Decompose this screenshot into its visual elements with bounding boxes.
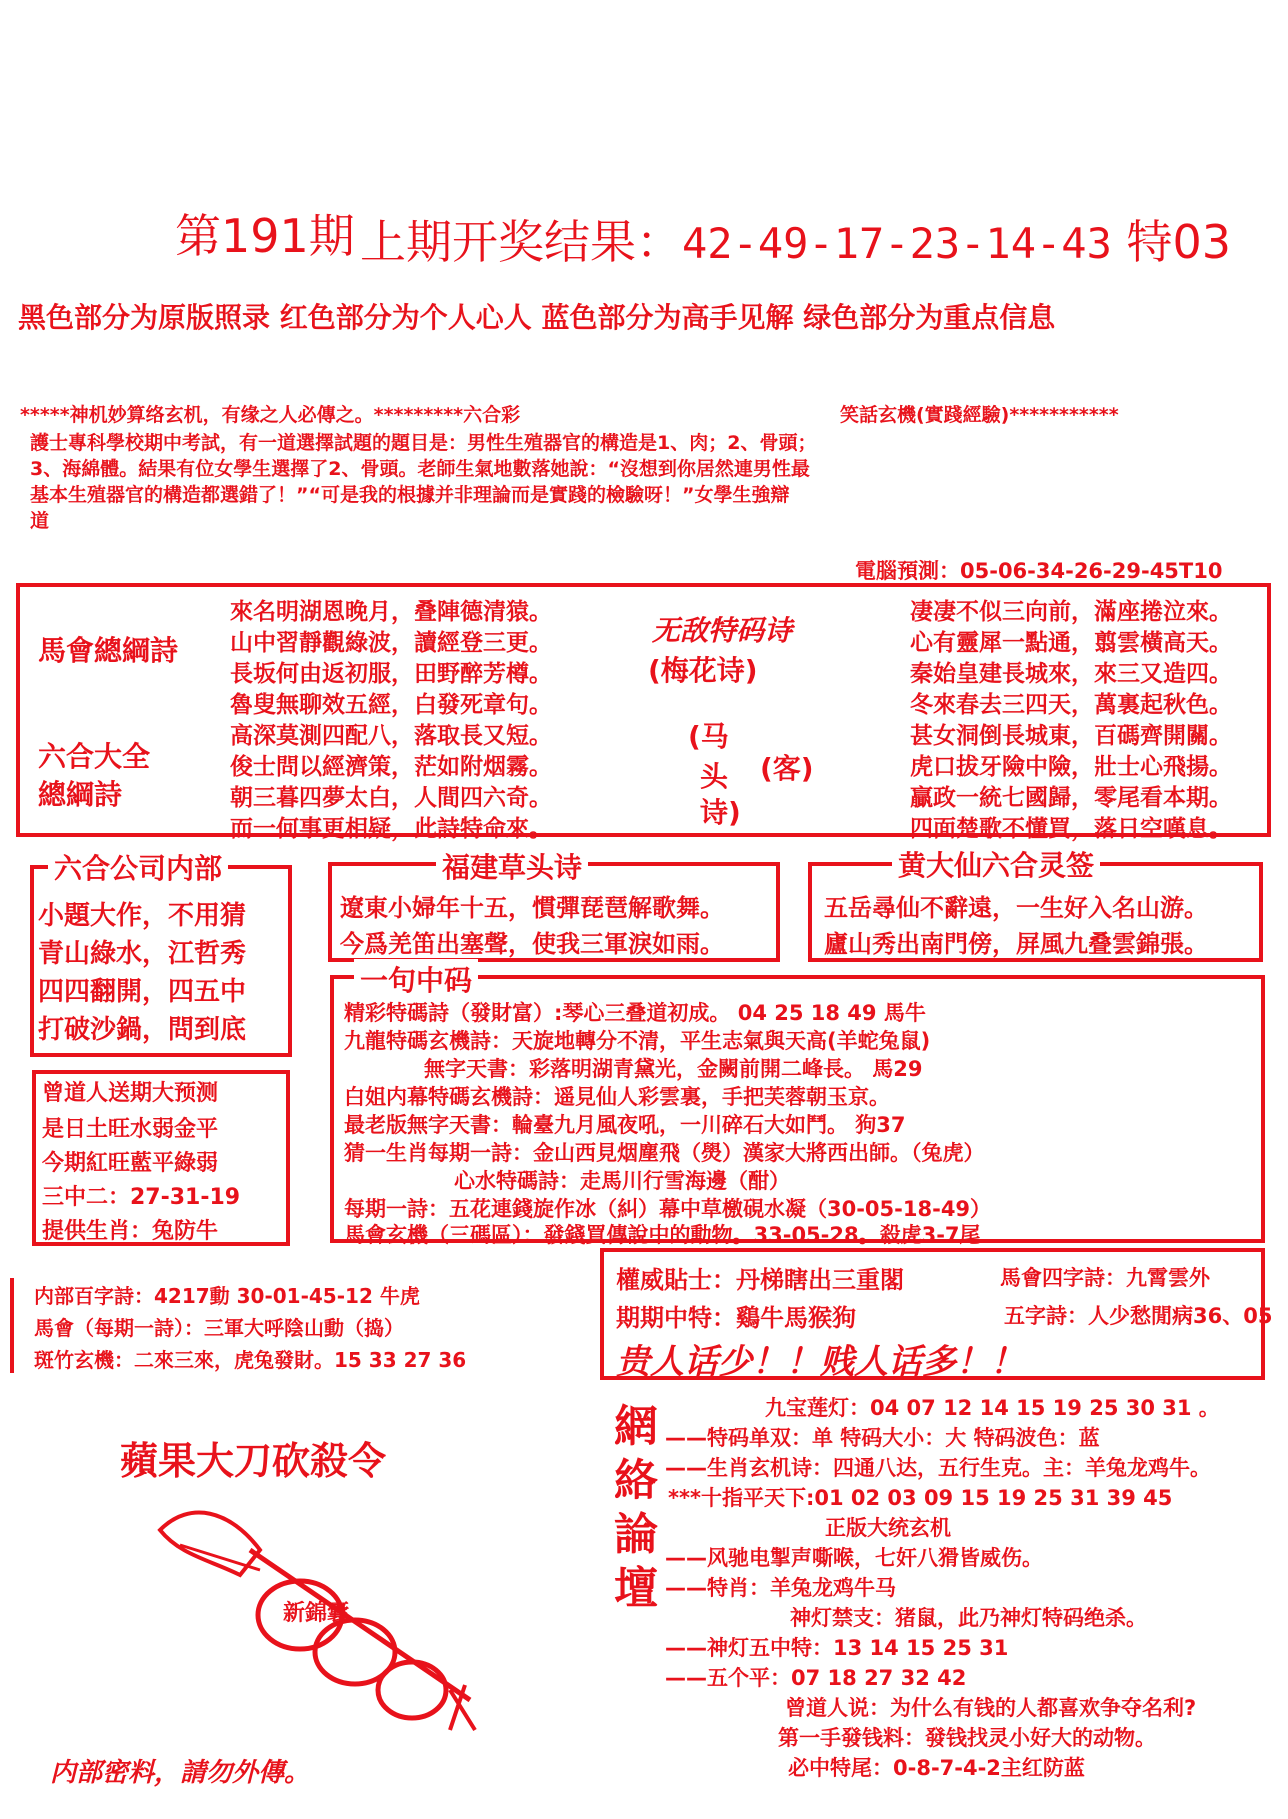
mid-tou: 头: [700, 760, 729, 793]
computer-prediction: 電腦預測：05-06-34-26-29-45T10: [855, 559, 1223, 583]
poem-right: [910, 597, 1232, 845]
forum-line: 第一手發钱料：發钱找灵小好大的动物。: [778, 1726, 1156, 1750]
poem-line: 心有靈犀一點通，翦雲橫高天。: [910, 630, 1232, 656]
forum-char: 絡: [614, 1455, 658, 1506]
yiju-title: 一句中码: [354, 959, 478, 999]
forum-char: 網: [614, 1401, 658, 1452]
issue-number: 第191期: [175, 209, 355, 263]
huang-line-2: 廬山秀出南門傍，屏風九叠雲錦張。: [824, 930, 1208, 958]
mid-subtitle: (梅花诗): [648, 654, 758, 687]
company-line: 青山綠水，江哲秀: [38, 939, 247, 969]
joke-line-1: 護士專科學校期中考試，有一道選擇試題的題目是：男性生殖器官的構造是1、肉；2、骨頭；: [30, 432, 817, 454]
huang-box: [808, 849, 1263, 962]
fujian-line-1: 遼東小婦年十五，慣彈琵琶解歌舞。: [340, 894, 724, 922]
mahui-four-word: 馬會四字詩：九霄雲外: [1000, 1266, 1210, 1290]
forum-vertical-title: [608, 1400, 664, 1616]
poem-box: [16, 583, 1271, 842]
joke-line-2: 3、海綿體。結果有位女學生選擇了2、骨頭。老師生氣地數落她說：“沒想到你居然連男性最: [30, 458, 810, 480]
company-box: [30, 852, 292, 1057]
poem-line: 冬來春去三四天，萬裏起秋色。: [910, 692, 1232, 718]
company-line: 打破沙鍋，問到底: [38, 1015, 247, 1045]
neibu-line-2: 馬會（每期一詩）：三軍大呼陰山動（捣）: [34, 1316, 404, 1340]
apple-footer: 内部密料，請勿外傳。: [50, 1758, 311, 1788]
yiju-line: 九龍特碼玄機詩：天旋地轉分不清，平生志氣與天高(羊蛇兔鼠): [344, 1029, 931, 1053]
zengdao-box: [32, 1070, 290, 1246]
fujian-box: [328, 851, 780, 962]
forum-line: ——特肖：羊兔龙鸡牛马: [665, 1576, 896, 1600]
mid-ke: (客): [760, 752, 814, 785]
forum-line: 九宝莲灯：04 07 12 14 15 19 25 30 31 。: [765, 1396, 1220, 1420]
poem-line: 凄凄不似三向前，滿座捲泣來。: [910, 599, 1232, 625]
forum-char: 壇: [614, 1563, 658, 1614]
poem-line: 長坂何由返初服，田野醉芳樽。: [230, 661, 552, 687]
huang-line-1: 五岳尋仙不辭遠，一生好入名山游。: [824, 894, 1208, 922]
zengdao-line-1: 是日土旺水弱金平: [42, 1117, 219, 1142]
forum-line: ——生肖玄机诗：四通八达，五行生克。主：羊兔龙鸡牛。: [665, 1456, 1211, 1480]
company-line: 小題大作，不用猜: [38, 901, 247, 931]
forum-line: 曾道人说：为什么有钱的人都喜欢争夺名利?: [785, 1696, 1197, 1720]
yiju-line: 心水特碼詩：走馬川行雪海邊（酣）: [454, 1169, 790, 1193]
color-legend-line: 黑色部分为原版照录 红色部分为个人心人 蓝色部分为高手见解 绿色部分为重点信息: [18, 301, 1056, 334]
mid-title: 无敌特码诗: [652, 614, 793, 647]
fujian-title: 福建草头诗: [436, 846, 588, 886]
authority-box: [600, 1248, 1273, 1382]
poem-line: 四面楚歌不懂買，落日空嘆息。: [910, 816, 1232, 842]
special-number: 特03: [1126, 215, 1232, 269]
mahui-poem-label: 馬會總綱詩: [38, 634, 179, 667]
neibu-line-1: 内部百字詩：4217動 30-01-45-12 牛虎: [34, 1284, 420, 1308]
neibu-line-3: 斑竹玄機：二來三來，虎兔發財。15 33 27 36: [34, 1348, 467, 1372]
authority-tip: 權威貼士：丹梯瞎出三重閣: [616, 1266, 904, 1294]
joke-title-left: *****神机妙算络玄机，有缘之人必傳之。*********六合彩: [20, 404, 521, 426]
company-title: 六合公司内部: [48, 847, 228, 887]
yiju-line: 馬會玄機（三碼區）：發錢買傳說中的動物。33-05-28。殺虎3-7尾: [344, 1223, 981, 1247]
forum-line: ***十指平天下:01 02 03 09 15 19 25 31 39 45: [668, 1486, 1173, 1510]
forum-line: ——神灯五中特：13 14 15 25 31: [665, 1636, 1009, 1660]
poem-line: 俊士問以經濟策，茫如附烟霧。: [230, 754, 552, 780]
poem-line: 虎口拔牙險中險，壯士心飛揚。: [910, 754, 1232, 780]
forum-line: ——风驰电掣声嘶喉，七奸八猾皆威伤。: [665, 1546, 1043, 1570]
apple-title: 蘋果大刀砍殺令: [120, 1439, 387, 1483]
zengdao-line-3: 三中二：27-31-19: [42, 1185, 241, 1210]
forum-line: 正版大统玄机: [825, 1516, 951, 1540]
zengdao-title: 曾道人送期大预测: [42, 1081, 219, 1106]
huang-title: 黄大仙六合灵签: [892, 844, 1100, 884]
forum-line: ——特码单双：单 特码大小：大 特码波色：蓝: [665, 1426, 1100, 1450]
five-word-poem: 五字詩：人少愁閒病36、05: [1004, 1304, 1273, 1328]
yiju-line: 精彩特碼詩（發財富）:琴心三叠道初成。 04 25 18 49 馬牛: [344, 1001, 926, 1025]
zengdao-line-2: 今期紅旺藍平綠弱: [42, 1151, 219, 1176]
yiju-line: 無字天書：彩落明湖青黛光，金闕前開二峰長。 馬29: [424, 1057, 923, 1081]
poem-line: 魯叟無聊效五經，白發死章句。: [230, 692, 552, 718]
liuhe-label-2: 總綱詩: [38, 778, 123, 811]
forum-line: 必中特尾：0-8-7-4-2主红防蓝: [788, 1756, 1085, 1780]
slogan: 贵人话少！！贱人话多！！: [616, 1342, 1024, 1382]
zengdao-line-4: 提供生肖：兔防牛: [42, 1219, 219, 1244]
forum-line: 神灯禁支：猪鼠，此乃神灯特码绝杀。: [790, 1606, 1147, 1630]
stamp-text: 新錦囊: [283, 1601, 350, 1626]
stamp-ring-3: [378, 1662, 446, 1718]
joke-line-3: 基本生殖器官的構造都選錯了！”“可是我的根據并非理論而是實踐的檢驗呀！”女學生強辯: [30, 484, 790, 506]
left-rule: [10, 1278, 14, 1373]
forum-line: ——五个平：07 18 27 32 42: [665, 1666, 967, 1690]
poem-line: 來名明湖恩晚月，叠陣德清猿。: [230, 599, 552, 625]
result-numbers: 42-49-17-23-14-43: [682, 219, 1112, 268]
poem-line: 山中習靜觀綠波，讀經登三更。: [230, 630, 552, 656]
joke-line-4: 道: [30, 510, 50, 532]
every-issue-special: 期期中特：鷄牛馬猴狗: [616, 1304, 856, 1332]
company-line: 四四翻開，四五中: [38, 977, 247, 1007]
poem-line: 高深莫測四配八，落取長又短。: [230, 723, 552, 749]
mid-shi: 诗): [700, 796, 741, 829]
yiju-line: 白姐内幕特碼玄機詩：遥見仙人彩雲裏，手把芙蓉朝玉京。: [344, 1085, 890, 1109]
liuhe-label-1: 六合大全: [38, 740, 151, 773]
yiju-line: 猜一生肖每期一詩：金山西見烟塵飛（燢）漢家大將西出師。（兔虎）: [344, 1141, 985, 1165]
poem-line: 贏政一統七國歸，零尾看本期。: [910, 785, 1232, 811]
yiju-box: [330, 964, 1265, 1247]
last-result: [360, 206, 1231, 272]
poem-line: 甚女洞倒長城東，百碼齊開關。: [910, 723, 1232, 749]
poem-line: 秦始皇建長城來，來三又造四。: [910, 661, 1232, 687]
mid-bracket: (马: [688, 720, 729, 753]
fujian-line-2: 今爲羌笛出塞聲，使我三軍淚如雨。: [340, 930, 724, 958]
forum-char: 論: [614, 1509, 658, 1560]
poem-left: [230, 597, 552, 845]
poem-line: 朝三暮四夢太白，人間四六奇。: [230, 785, 552, 811]
yiju-line: 最老版無字天書：輪臺九月風夜吼，一川碎石大如鬥。 狗37: [344, 1113, 906, 1137]
joke-title-right: 笑話玄機(實踐經驗)***********: [840, 404, 1119, 426]
poem-line: 而一何事更相疑，此詩特命來。: [230, 816, 552, 842]
result-label: 上期开奖结果：: [360, 215, 682, 269]
yiju-line: 每期一詩：五花連錢旋作冰（糾）幕中草檄硯水凝（30-05-18-49）: [344, 1197, 992, 1221]
